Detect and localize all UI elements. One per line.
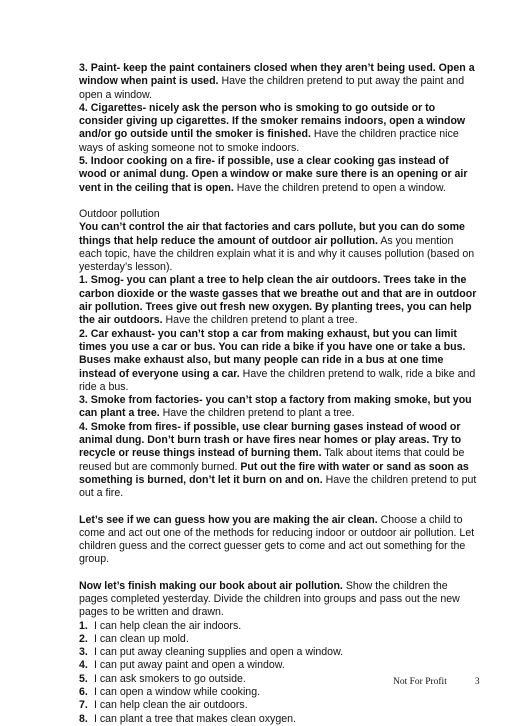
step-instruction: Have the children pretend to put away the paint and open a window. <box>79 75 465 101</box>
guess-activity <box>79 514 479 567</box>
list-number: 6. <box>79 686 88 699</box>
step-title: 4. Smoke from fires- if possible, use clear burning gases instead of wood or animal dung. Don’t burn trash or have fires near homes or play areas. Try to recycle or reuse things instead of burning them. <box>79 420 462 460</box>
list-text: I can ask smokers to go outside. <box>93 672 246 685</box>
step-instruction: Have the children pretend to plant a tree. <box>159 407 355 420</box>
intro-bold: You can’t control the air that factories and cars pollute, but you can do some things that help reduce the amount of outdoor air pollution. <box>79 221 465 247</box>
list-number: 7. <box>79 699 88 712</box>
page-footer <box>393 676 480 689</box>
list-number: 2. <box>79 632 88 645</box>
list-item <box>79 659 479 672</box>
outdoor-step-car-exhaust <box>79 328 479 394</box>
step-instruction: Have the children pretend to plant a tree. <box>162 314 358 327</box>
list-item <box>79 699 479 712</box>
step-instruction: Talk about items that could be reused but are commonly burned. <box>79 447 465 473</box>
step-title-continued: Put out the fire with water or sand as soon as something is burned, don’t let it burn on and on. <box>79 460 469 486</box>
step-title: 2. Car exhaust- you can’t stop a car from making exhaust, but you can limit times you use a car or bus. You can ride a bike if you have one or take a bus. Buses make exhaust also, but many people can ride in a bus at one time instead of everyone using a car. <box>79 327 466 380</box>
outdoor-intro <box>79 221 479 274</box>
list-text: I can clean up mold. <box>93 632 189 645</box>
list-number: 3. <box>79 646 88 659</box>
list-text: I can help clean the air outdoors. <box>93 699 248 712</box>
step-instruction: Have the children pretend to open a window. <box>233 181 446 194</box>
list-text: I can help clean the air indoors. <box>93 619 242 632</box>
spacer <box>79 567 479 580</box>
intro-plain: As you mention each topic, have the children explain what it is and why it causes pollution (based on yesterday’s lesson). <box>79 234 475 274</box>
spacer <box>79 501 479 514</box>
step-title: 3. Smoke from factories- you can’t stop a factory from making smoke, but you can plant a tree. <box>79 394 472 420</box>
book-pages-list <box>79 620 479 726</box>
list-number: 8. <box>79 712 88 725</box>
guess-bold: Let’s see if we can guess how you are making the air clean. <box>79 513 378 526</box>
step-title: 5. Indoor cooking on a fire- if possible, use a clear cooking gas instead of wood or animal dung. Open a window or make sure there is an opening or air vent in the ceiling that is open. <box>79 155 468 194</box>
list-text: I can plant a tree that makes clean oxygen. <box>93 712 296 725</box>
step-title: 4. Cigarettes- nicely ask the person who is smoking to go outside or to consider giving up cigarettes. If the smoker remains indoors, open a window and/or go outside until the smoker is finished. <box>79 101 466 141</box>
outdoor-step-smog <box>79 274 479 327</box>
list-item <box>79 633 479 646</box>
list-text: I can put away paint and open a window. <box>93 659 285 672</box>
book-activity <box>79 580 479 620</box>
outdoor-step-factories <box>79 394 479 421</box>
list-item <box>79 713 479 726</box>
list-number: 4. <box>79 659 88 672</box>
step-title: 1. Smog- you can plant a tree to help clean the air outdoors. Trees take in the carbon dioxide or the waste gasses that we breathe out and that are in outdoor air pollution. Trees give out fresh new oxygen. By planting trees, you can help the air outdoors. <box>79 274 477 327</box>
guess-plain: Choose a child to come and act out one of the methods for reducing indoor or outdoor air pollution. Let children guess and the correct guesser gets to come and act out something for the group. <box>79 513 475 566</box>
footer-label: Not For Profit <box>393 677 447 687</box>
list-number: 5. <box>79 672 88 685</box>
step-instruction-continued: Have the children pretend to put out a fire. <box>79 473 477 500</box>
indoor-step-paint <box>79 62 479 102</box>
step-instruction: Have the children practice nice ways of asking someone not to smoke indoors. <box>79 128 459 154</box>
indoor-step-cooking <box>79 155 479 195</box>
outdoor-step-fires <box>79 421 479 501</box>
list-text: I can open a window while cooking. <box>93 686 261 699</box>
list-item <box>79 646 479 659</box>
indoor-step-cigarettes <box>79 102 479 155</box>
step-title: 3. Paint- keep the paint containers closed when they aren’t being used. Open a window when paint is used. <box>79 62 475 88</box>
list-text: I can put away cleaning supplies and open a window. <box>93 646 344 659</box>
list-item <box>79 620 479 633</box>
book-plain: Show the children the pages completed yesterday. Divide the children into groups and pass out the new pages to be written and drawn. <box>79 579 460 619</box>
page-content <box>79 62 479 726</box>
list-number: 1. <box>79 619 88 632</box>
outdoor-heading: Outdoor pollution <box>79 207 160 220</box>
step-instruction: Have the children pretend to walk, ride a bike and ride a bus. <box>79 367 476 393</box>
book-bold: Now let’s finish making our book about air pollution. <box>79 579 343 592</box>
page-number: 3 <box>474 677 480 687</box>
spacer <box>79 195 479 208</box>
